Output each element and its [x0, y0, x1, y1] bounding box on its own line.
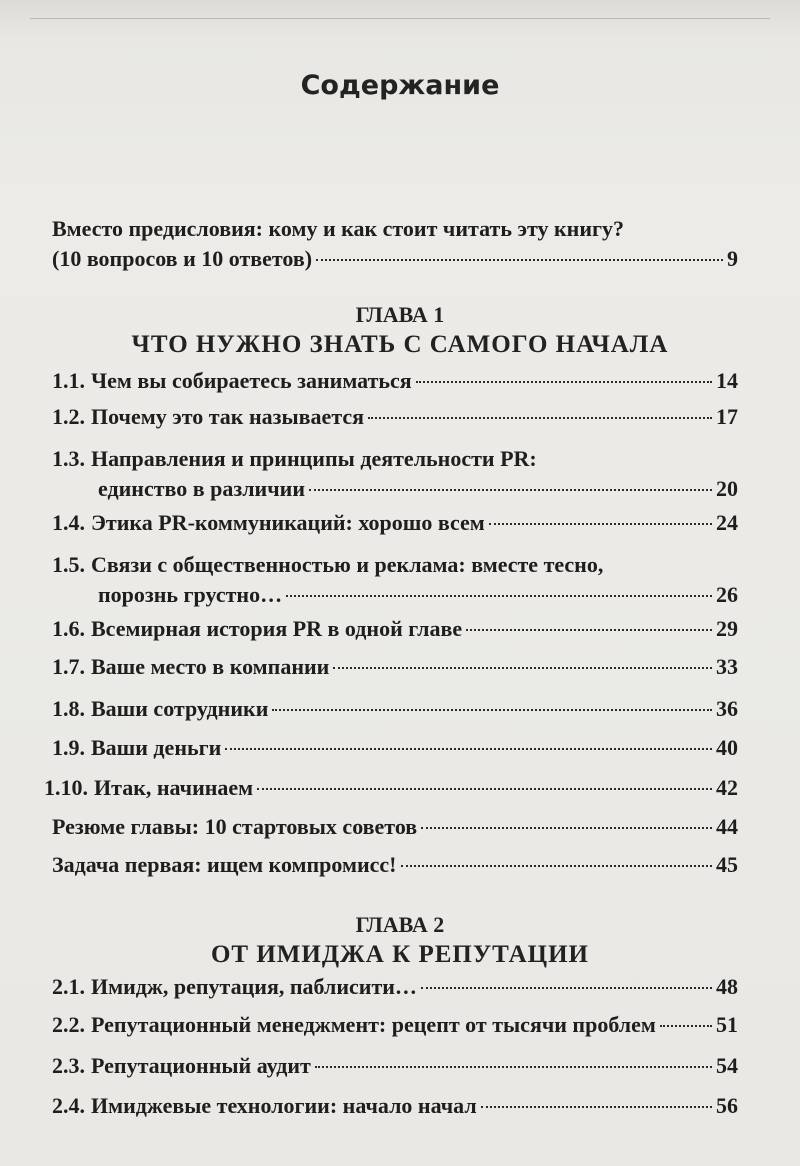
- dot-leader: [225, 748, 712, 750]
- toc-entry: [52, 972, 738, 1002]
- entry-number: 1.4.: [52, 510, 85, 535]
- entry-title: Этика PR-коммуникаций: хорошо всем: [91, 510, 485, 535]
- dot-leader: [257, 788, 712, 790]
- entry-title: Чем вы собираетесь заниматься: [91, 368, 412, 393]
- toc-entry: [52, 1051, 738, 1081]
- dot-leader: [315, 1066, 712, 1068]
- dot-leader: [316, 259, 723, 261]
- entry-number: 1.6.: [52, 616, 85, 641]
- entry-number: 1.9.: [52, 735, 85, 760]
- entry-page: 44: [716, 814, 738, 839]
- toc-entry: [44, 773, 738, 803]
- toc-entry: [52, 694, 738, 724]
- toc-entry-intro: [52, 214, 738, 274]
- top-rule: [30, 18, 770, 19]
- dot-leader: [466, 629, 712, 631]
- entry-page: 20: [716, 476, 738, 501]
- chapter-2-heading: [0, 910, 800, 970]
- entry-number: 1.2.: [52, 404, 85, 429]
- entry-title-cont: единство в различии: [98, 476, 305, 501]
- entry-title: Репутационный аудит: [91, 1053, 311, 1078]
- entry-title: Ваше место в компании: [91, 654, 330, 679]
- entry-page: 29: [716, 616, 738, 641]
- entry-page: 51: [716, 1012, 738, 1037]
- entry-page: 26: [716, 582, 738, 607]
- dot-leader: [421, 987, 712, 989]
- entry-title: Связи с общественностью и реклама: вместе тесно,: [91, 552, 604, 577]
- toc-entry-task: [52, 850, 738, 880]
- entry-title: Ваши сотрудники: [91, 696, 269, 721]
- entry-number: 1.3.: [52, 446, 85, 471]
- entry-number: 1.1.: [52, 368, 85, 393]
- dot-leader: [660, 1025, 712, 1027]
- toc-entry: [52, 402, 738, 432]
- dot-leader: [286, 595, 712, 597]
- dot-leader: [489, 523, 712, 525]
- page-title: Содержание: [300, 70, 500, 101]
- entry-page: 9: [727, 246, 738, 271]
- entry-title: Резюме главы: 10 стартовых советов: [52, 814, 418, 839]
- toc-entry: [52, 366, 738, 396]
- entry-number: 1.10.: [44, 775, 88, 800]
- entry-page: 45: [716, 852, 738, 877]
- entry-title: Ваши деньги: [91, 735, 222, 760]
- toc-entry: [52, 1010, 738, 1040]
- toc-entry: [52, 1091, 738, 1121]
- toc-entry: [52, 652, 738, 682]
- entry-number: 1.5.: [52, 552, 85, 577]
- dot-leader: [368, 417, 712, 419]
- toc-entry: [52, 733, 738, 763]
- entry-number: 2.3.: [52, 1053, 85, 1078]
- dot-leader: [401, 865, 712, 867]
- entry-page: 56: [716, 1093, 738, 1118]
- entry-title: Итак, начинаем: [94, 775, 254, 800]
- entry-title: Всемирная история PR в одной главе: [91, 616, 463, 641]
- dot-leader: [416, 381, 712, 383]
- toc-entry: [52, 550, 738, 610]
- entry-title: Вместо предисловия: кому и как стоит читать эту книгу?: [52, 216, 624, 241]
- entry-title: Задача первая: ищем компромисс!: [52, 852, 397, 877]
- entry-page: 14: [716, 368, 738, 393]
- entry-number: 2.2.: [52, 1012, 85, 1037]
- entry-number: 2.4.: [52, 1093, 85, 1118]
- chapter-title: ЧТО НУЖНО ЗНАТЬ С САМОГО НАЧАЛА: [131, 331, 669, 358]
- entry-title-cont: порознь грустно…: [98, 582, 283, 607]
- dot-leader: [421, 827, 712, 829]
- chapter-label: ГЛАВА 2: [355, 912, 445, 937]
- toc-entry: [52, 444, 738, 504]
- toc-entry: [52, 614, 738, 644]
- toc-entry: [52, 508, 738, 538]
- entry-title: Репутационный менеджмент: рецепт от тысячи проблем: [91, 1012, 656, 1037]
- dot-leader: [333, 667, 712, 669]
- entry-page: 54: [716, 1053, 738, 1078]
- entry-page: 42: [716, 775, 738, 800]
- entry-number: 1.7.: [52, 654, 85, 679]
- entry-page: 24: [716, 510, 738, 535]
- dot-leader: [481, 1106, 712, 1108]
- dot-leader: [272, 709, 712, 711]
- entry-number: 2.1.: [52, 974, 85, 999]
- chapter-1-heading: [0, 300, 800, 360]
- entry-page: 17: [716, 404, 738, 429]
- toc-entry-summary: [52, 812, 738, 842]
- entry-title-cont: (10 вопросов и 10 ответов): [52, 246, 313, 271]
- entry-page: 40: [716, 735, 738, 760]
- entry-title: Направления и принципы деятельности PR:: [91, 446, 537, 471]
- entry-page: 33: [716, 654, 738, 679]
- chapter-title: ОТ ИМИДЖА К РЕПУТАЦИИ: [210, 941, 590, 968]
- entry-title: Имидж, репутация, паблисити…: [91, 974, 417, 999]
- entry-page: 36: [716, 696, 738, 721]
- dot-leader: [309, 489, 712, 491]
- entry-title: Имиджевые технологии: начало начал: [91, 1093, 477, 1118]
- entry-page: 48: [716, 974, 738, 999]
- entry-title: Почему это так называется: [91, 404, 365, 429]
- entry-number: 1.8.: [52, 696, 85, 721]
- chapter-label: ГЛАВА 1: [355, 302, 445, 327]
